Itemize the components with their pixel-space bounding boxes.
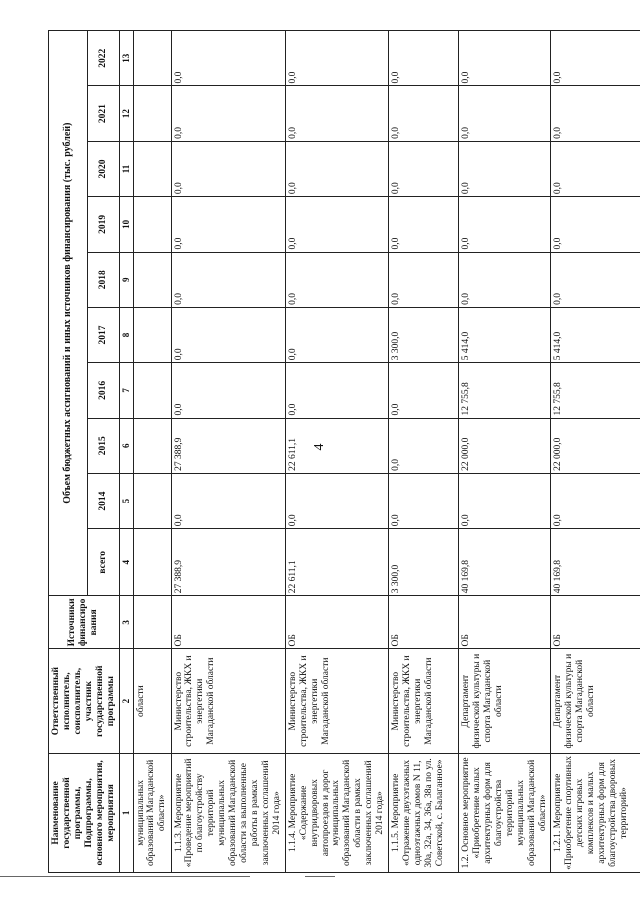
cell-value: 0,0 — [551, 141, 640, 196]
cell-value: 0,0 — [551, 86, 640, 141]
cell-value: 0,0 — [285, 363, 388, 418]
financing-table-sheet — [48, 30, 629, 873]
cell-value: 0,0 — [171, 31, 285, 86]
row-responsible: области — [133, 649, 171, 753]
cell-value: 0,0 — [171, 473, 285, 528]
column-number: 4 — [119, 529, 133, 596]
row-responsible: Министерство строительства, ЖКХ и энергетики Магаданской области — [389, 649, 459, 753]
cell-value: 0,0 — [551, 473, 640, 528]
table-row — [459, 31, 551, 873]
header-year: 2021 — [88, 86, 119, 141]
header-year: 2015 — [88, 418, 119, 473]
cell-value: 0,0 — [459, 86, 551, 141]
row-name: 1.1.5. Мероприятие «Отражение двухэтажных одноэтажных домов N 11, 30а, 32а, 34, 36а, 38а по ул. Советской, с. Балаганное» — [389, 753, 459, 872]
cell-value: 0,0 — [459, 31, 551, 86]
header-year: 2018 — [88, 252, 119, 307]
cell-value: 27 388,9 — [171, 418, 285, 473]
header-source: Источники финансирования — [49, 596, 120, 649]
table-row — [133, 31, 171, 873]
column-number: 3 — [119, 596, 133, 649]
cell-value: 5 414,0 — [459, 307, 551, 362]
header-year: 2019 — [88, 197, 119, 252]
column-number: 8 — [119, 307, 133, 362]
column-number: 6 — [119, 418, 133, 473]
cell-value — [133, 141, 171, 196]
cell-value: 0,0 — [389, 473, 459, 528]
cell-value: 40 169,8 — [459, 529, 551, 596]
cell-value — [133, 418, 171, 473]
cell-value: 0,0 — [389, 418, 459, 473]
column-number: 10 — [119, 197, 133, 252]
cell-value: 0,0 — [171, 307, 285, 362]
cell-value: 0,0 — [389, 252, 459, 307]
cell-value — [133, 529, 171, 596]
cell-value: 0,0 — [389, 86, 459, 141]
cell-value: 0,0 — [171, 197, 285, 252]
cell-value: 5 414,0 — [551, 307, 640, 362]
cell-value: 0,0 — [285, 31, 388, 86]
cell-value: 27 388,9 — [171, 529, 285, 596]
row-source: ОБ — [285, 596, 388, 649]
row-source: ОБ — [551, 596, 640, 649]
cell-value: 0,0 — [459, 473, 551, 528]
header-year: 2022 — [88, 31, 119, 86]
column-number: 9 — [119, 252, 133, 307]
table-row — [285, 31, 388, 873]
row-source — [133, 596, 171, 649]
cell-value: 3 300,0 — [389, 307, 459, 362]
cell-value — [133, 363, 171, 418]
column-number: 5 — [119, 473, 133, 528]
header-year: 2016 — [88, 363, 119, 418]
header-year: 2014 — [88, 473, 119, 528]
row-name: 1.1.3. Мероприятие «Проведение мероприятий по благоустройству территорий муниципальных образований Магаданской области за выполненные работы в рамках заключенных соглашений 2014 года» — [171, 753, 285, 872]
cell-value: 12 755,8 — [459, 363, 551, 418]
cell-value: 0,0 — [551, 252, 640, 307]
cell-value — [133, 307, 171, 362]
row-responsible: Министерство строительства, ЖКХ и энергетики Магаданской области — [285, 649, 388, 753]
header-responsible: Ответственный исполнитель, соисполнитель, участник государственной программы — [49, 649, 120, 753]
page-number: 4 — [312, 443, 327, 451]
footer-divider-line — [305, 876, 335, 877]
table-row — [171, 31, 285, 873]
header-year: 2020 — [88, 141, 119, 196]
cell-value: 0,0 — [171, 252, 285, 307]
row-source: ОБ — [459, 596, 551, 649]
cell-value: 0,0 — [171, 141, 285, 196]
cell-value: 0,0 — [551, 31, 640, 86]
column-number: 1 — [119, 753, 133, 872]
cell-value: 22 000,0 — [459, 418, 551, 473]
row-name: муниципальных образований Магаданской области» — [133, 753, 171, 872]
cell-value: 0,0 — [459, 252, 551, 307]
cell-value — [133, 31, 171, 86]
cell-value: 0,0 — [389, 31, 459, 86]
row-source: ОБ — [389, 596, 459, 649]
row-name: 1.2. Основное мероприятие «Приобретение малых архитектурных форм для благоустройства территорий муниципальных образований Магаданской области» — [459, 753, 551, 872]
cell-value: 0,0 — [389, 141, 459, 196]
row-responsible: Департамент физической культуры и спорта Магаданской области — [459, 649, 551, 753]
cell-value: 0,0 — [389, 363, 459, 418]
row-responsible: Министерство строительства, ЖКХ и энергетики Магаданской области — [171, 649, 285, 753]
cell-value — [133, 86, 171, 141]
header-name: Наименование государственной программы, Подпрограммы, основного мероприятия, мероприятия — [49, 753, 120, 872]
table-row — [551, 31, 640, 873]
cell-value: 0,0 — [285, 197, 388, 252]
cell-value: 0,0 — [285, 141, 388, 196]
header-total: всего — [88, 529, 119, 596]
cell-value: 0,0 — [285, 252, 388, 307]
cell-value: 12 755,8 — [551, 363, 640, 418]
cell-value: 0,0 — [551, 197, 640, 252]
cell-value: 0,0 — [389, 197, 459, 252]
column-number: 11 — [119, 141, 133, 196]
table-row — [389, 31, 459, 873]
column-number: 2 — [119, 649, 133, 753]
cell-value: 0,0 — [285, 307, 388, 362]
cell-value: 22 611,1 — [285, 418, 388, 473]
cell-value: 3 300,0 — [389, 529, 459, 596]
cell-value — [133, 252, 171, 307]
column-number: 12 — [119, 86, 133, 141]
cell-value — [133, 197, 171, 252]
footer-divider-line — [0, 876, 250, 877]
financing-table — [48, 30, 640, 873]
row-name: 1.1.4. Мероприятие «Содержание внутридворовых автопроездов и дорог муниципальных образований Магаданской области в рамках заключенных соглашений 2014 года» — [285, 753, 388, 872]
cell-value: 22 611,1 — [285, 529, 388, 596]
row-responsible: Департамент физической культуры и спорта Магаданской области — [551, 649, 640, 753]
header-year: 2017 — [88, 307, 119, 362]
cell-value: 22 000,0 — [551, 418, 640, 473]
cell-value: 0,0 — [459, 197, 551, 252]
column-number: 7 — [119, 363, 133, 418]
cell-value: 0,0 — [171, 86, 285, 141]
cell-value: 0,0 — [459, 141, 551, 196]
header-financing-group: Объем бюджетных ассигнований и иных источников финансирования (тыс. рублей) — [49, 31, 88, 596]
cell-value: 0,0 — [171, 363, 285, 418]
cell-value: 0,0 — [285, 473, 388, 528]
row-source: ОБ — [171, 596, 285, 649]
column-number: 13 — [119, 31, 133, 86]
cell-value: 40 169,8 — [551, 529, 640, 596]
cell-value: 0,0 — [285, 86, 388, 141]
cell-value — [133, 473, 171, 528]
row-name: 1.2.1. Мероприятие «Приобретение спортивных детских игровых комплексов и малых архитектурных форм для благоустройства дворовых территорий» — [551, 753, 640, 872]
